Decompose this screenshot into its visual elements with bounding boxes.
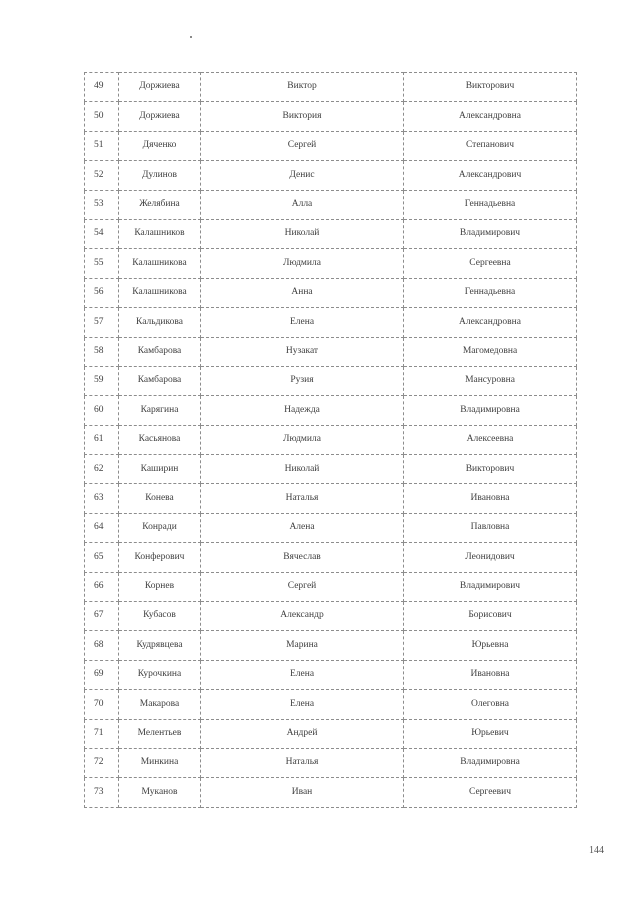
row-number-cell: 61 (85, 425, 119, 454)
table-row (85, 455, 577, 484)
surname-cell: Кудрявцева (119, 631, 201, 660)
table-row (85, 513, 577, 542)
surname-cell: Дяченко (119, 131, 201, 160)
row-number-cell: 67 (85, 602, 119, 631)
patronymic-cell: Викторович (404, 455, 577, 484)
surname-cell: Камбарова (119, 366, 201, 395)
first-name-cell: Наталья (201, 484, 404, 513)
patronymic-cell: Степанович (404, 131, 577, 160)
patronymic-cell: Сергеевна (404, 249, 577, 278)
first-name-cell: Сергей (201, 131, 404, 160)
first-name-cell: Алла (201, 190, 404, 219)
surname-cell: Конферович (119, 543, 201, 572)
first-name-cell: Наталья (201, 748, 404, 777)
table-row (85, 131, 577, 160)
patronymic-cell: Ивановна (404, 660, 577, 689)
row-number-cell: 71 (85, 719, 119, 748)
first-name-cell: Виктор (201, 73, 404, 102)
surname-cell: Карягина (119, 396, 201, 425)
surname-cell: Калашникова (119, 249, 201, 278)
table-row (85, 602, 577, 631)
surname-cell: Камбарова (119, 337, 201, 366)
surname-cell: Кальдикова (119, 308, 201, 337)
surname-cell: Макарова (119, 690, 201, 719)
surname-cell: Калашников (119, 219, 201, 248)
patronymic-cell: Владимировна (404, 396, 577, 425)
first-name-cell: Людмила (201, 425, 404, 454)
table-row (85, 572, 577, 601)
row-number-cell: 54 (85, 219, 119, 248)
row-number-cell: 51 (85, 131, 119, 160)
first-name-cell: Алена (201, 513, 404, 542)
surname-cell: Кубасов (119, 602, 201, 631)
row-number-cell: 55 (85, 249, 119, 278)
table-row (85, 690, 577, 719)
patronymic-cell: Александрович (404, 161, 577, 190)
row-number-cell: 60 (85, 396, 119, 425)
first-name-cell: Рузия (201, 366, 404, 395)
row-number-cell: 69 (85, 660, 119, 689)
first-name-cell: Людмила (201, 249, 404, 278)
surname-cell: Желябина (119, 190, 201, 219)
table-row (85, 396, 577, 425)
table-row (85, 778, 577, 807)
row-number-cell: 59 (85, 366, 119, 395)
first-name-cell: Нузакат (201, 337, 404, 366)
first-name-cell: Николай (201, 455, 404, 484)
table-row (85, 161, 577, 190)
table-row (85, 660, 577, 689)
row-number-cell: 50 (85, 102, 119, 131)
roster-table (84, 72, 577, 808)
row-number-cell: 64 (85, 513, 119, 542)
patronymic-cell: Магомедовна (404, 337, 577, 366)
patronymic-cell: Борисович (404, 602, 577, 631)
scan-speck (190, 36, 192, 38)
table-row (85, 425, 577, 454)
patronymic-cell: Леонидович (404, 543, 577, 572)
row-number-cell: 65 (85, 543, 119, 572)
patronymic-cell: Олеговна (404, 690, 577, 719)
first-name-cell: Николай (201, 219, 404, 248)
patronymic-cell: Александровна (404, 102, 577, 131)
surname-cell: Мелентьев (119, 719, 201, 748)
patronymic-cell: Павловна (404, 513, 577, 542)
first-name-cell: Виктория (201, 102, 404, 131)
table-row (85, 719, 577, 748)
first-name-cell: Надежда (201, 396, 404, 425)
table-row (85, 484, 577, 513)
page-number: 144 (589, 845, 604, 856)
surname-cell: Конради (119, 513, 201, 542)
table-row (85, 543, 577, 572)
roster-table-body (85, 73, 577, 808)
row-number-cell: 73 (85, 778, 119, 807)
surname-cell: Калашникова (119, 278, 201, 307)
row-number-cell: 52 (85, 161, 119, 190)
surname-cell: Корнев (119, 572, 201, 601)
row-number-cell: 49 (85, 73, 119, 102)
row-number-cell: 53 (85, 190, 119, 219)
table-row (85, 102, 577, 131)
surname-cell: Конева (119, 484, 201, 513)
first-name-cell: Сергей (201, 572, 404, 601)
table-row (85, 190, 577, 219)
table-row (85, 278, 577, 307)
patronymic-cell: Алексеевна (404, 425, 577, 454)
row-number-cell: 63 (85, 484, 119, 513)
surname-cell: Курочкина (119, 660, 201, 689)
patronymic-cell: Владимирович (404, 219, 577, 248)
surname-cell: Муканов (119, 778, 201, 807)
first-name-cell: Александр (201, 602, 404, 631)
table-row (85, 219, 577, 248)
table-row (85, 308, 577, 337)
table-row (85, 631, 577, 660)
surname-cell: Доржиева (119, 73, 201, 102)
first-name-cell: Елена (201, 690, 404, 719)
row-number-cell: 62 (85, 455, 119, 484)
first-name-cell: Вячеслав (201, 543, 404, 572)
row-number-cell: 66 (85, 572, 119, 601)
table-row (85, 249, 577, 278)
patronymic-cell: Юрьевич (404, 719, 577, 748)
surname-cell: Дулинов (119, 161, 201, 190)
row-number-cell: 57 (85, 308, 119, 337)
surname-cell: Минкина (119, 748, 201, 777)
patronymic-cell: Владимировна (404, 748, 577, 777)
surname-cell: Касьянова (119, 425, 201, 454)
row-number-cell: 58 (85, 337, 119, 366)
patronymic-cell: Викторович (404, 73, 577, 102)
table-row (85, 337, 577, 366)
patronymic-cell: Мансуровна (404, 366, 577, 395)
patronymic-cell: Геннадьевна (404, 278, 577, 307)
first-name-cell: Елена (201, 660, 404, 689)
first-name-cell: Денис (201, 161, 404, 190)
patronymic-cell: Юрьевна (404, 631, 577, 660)
first-name-cell: Андрей (201, 719, 404, 748)
patronymic-cell: Сергеевич (404, 778, 577, 807)
row-number-cell: 56 (85, 278, 119, 307)
first-name-cell: Иван (201, 778, 404, 807)
row-number-cell: 72 (85, 748, 119, 777)
table-row (85, 748, 577, 777)
patronymic-cell: Александровна (404, 308, 577, 337)
first-name-cell: Анна (201, 278, 404, 307)
first-name-cell: Марина (201, 631, 404, 660)
table-row (85, 73, 577, 102)
row-number-cell: 70 (85, 690, 119, 719)
patronymic-cell: Геннадьевна (404, 190, 577, 219)
row-number-cell: 68 (85, 631, 119, 660)
table-row (85, 366, 577, 395)
first-name-cell: Елена (201, 308, 404, 337)
surname-cell: Каширин (119, 455, 201, 484)
patronymic-cell: Ивановна (404, 484, 577, 513)
patronymic-cell: Владимирович (404, 572, 577, 601)
surname-cell: Доржиева (119, 102, 201, 131)
